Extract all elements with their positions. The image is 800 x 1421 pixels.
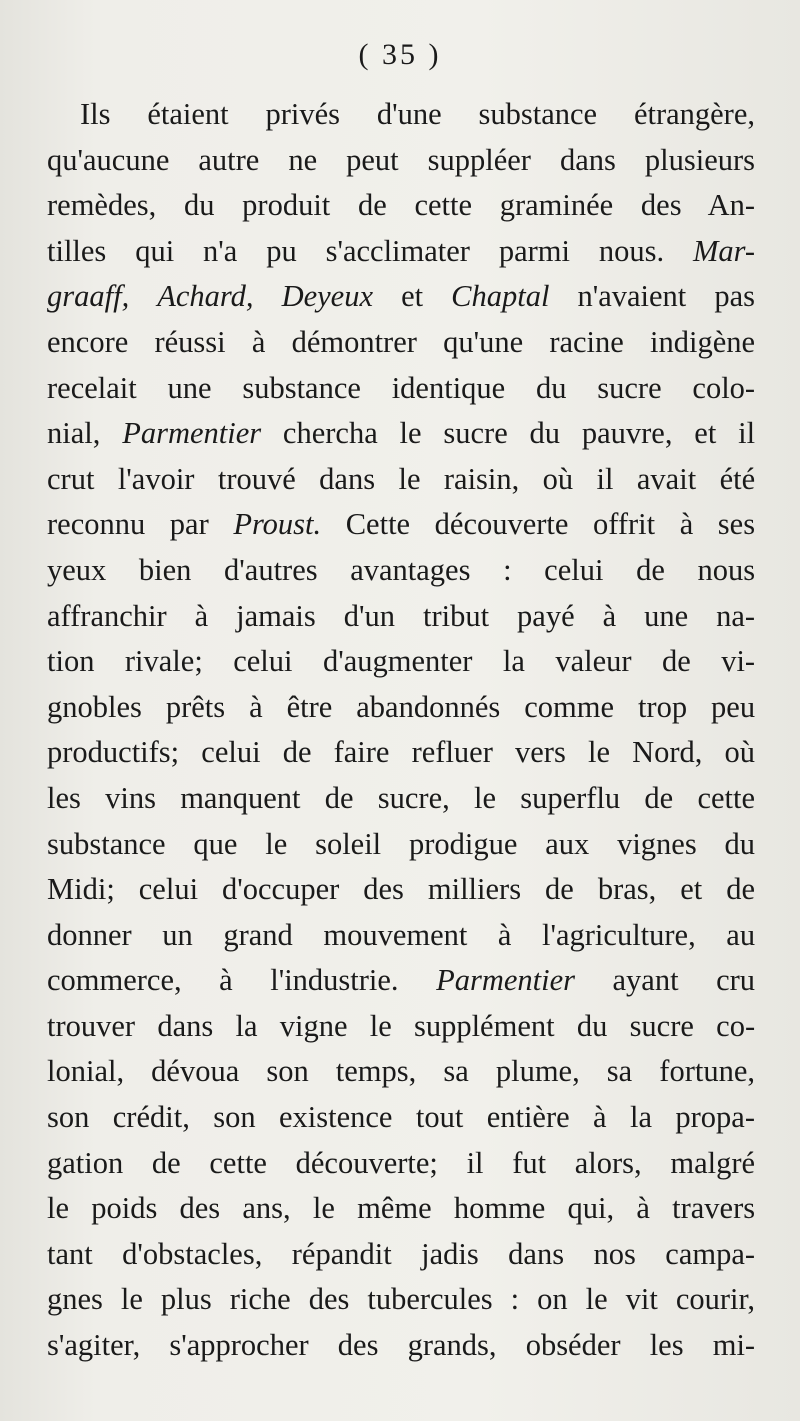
text-line: gnes le plus riche des tubercules : on le vit courir, <box>47 1282 755 1317</box>
text-line: remèdes, du produit de cette graminée des An- <box>47 188 755 223</box>
text-line: encore réussi à démontrer qu'une racine indigène <box>47 324 755 359</box>
text-line: Midi; celui d'occuper des milliers de bras, et de <box>47 872 755 907</box>
text-line: donner un grand mouvement à l'agriculture, au <box>47 917 755 952</box>
text-line: les vins manquent de sucre, le superflu de cette <box>47 780 755 815</box>
page-number: ( 35 ) <box>358 38 442 71</box>
text-line: tant d'obstacles, répandit jadis dans nos campa- <box>47 1236 755 1271</box>
text-line: recelait une substance identique du sucre colo- <box>47 370 755 405</box>
text-line: graaff, Achard, Deyeux et Chaptal n'avaient pas <box>47 279 755 314</box>
text-line: crut l'avoir trouvé dans le raisin, où il avait été <box>47 461 755 496</box>
text-line: reconnu par Proust. Cette découverte offrit à ses <box>47 507 755 542</box>
text-line: tilles qui n'a pu s'acclimater parmi nous. Mar- <box>47 233 755 268</box>
text-line: son crédit, son existence tout entière à la propa- <box>47 1100 755 1135</box>
text-line: productifs; celui de faire refluer vers le Nord, où <box>47 735 755 770</box>
text-line: tion rivale; celui d'augmenter la valeur de vi- <box>47 644 755 679</box>
text-line: substance que le soleil prodigue aux vignes du <box>47 826 755 861</box>
text-line: s'agiter, s'approcher des grands, obséder les mi- <box>47 1328 755 1363</box>
text-line: lonial, dévoua son temps, sa plume, sa fortune, <box>47 1054 755 1089</box>
text-line: le poids des ans, le même homme qui, à travers <box>47 1191 755 1226</box>
text-line: Ils étaient privés d'une substance étrangère, <box>80 97 755 131</box>
text-line: qu'aucune autre ne peut suppléer dans plusieurs <box>47 142 755 177</box>
text-line: gation de cette découverte; il fut alors, malgré <box>47 1145 755 1180</box>
body-text <box>47 92 755 1369</box>
text-line: nial, Parmentier chercha le sucre du pauvre, et il <box>47 416 755 451</box>
text-line: yeux bien d'autres avantages : celui de nous <box>47 552 755 587</box>
text-line: commerce, à l'industrie. Parmentier ayant cru <box>47 963 755 998</box>
text-line: affranchir à jamais d'un tribut payé à une na- <box>47 598 755 633</box>
text-line: gnobles prêts à être abandonnés comme trop peu <box>47 689 755 724</box>
text-line: trouver dans la vigne le supplément du sucre co- <box>47 1008 755 1043</box>
